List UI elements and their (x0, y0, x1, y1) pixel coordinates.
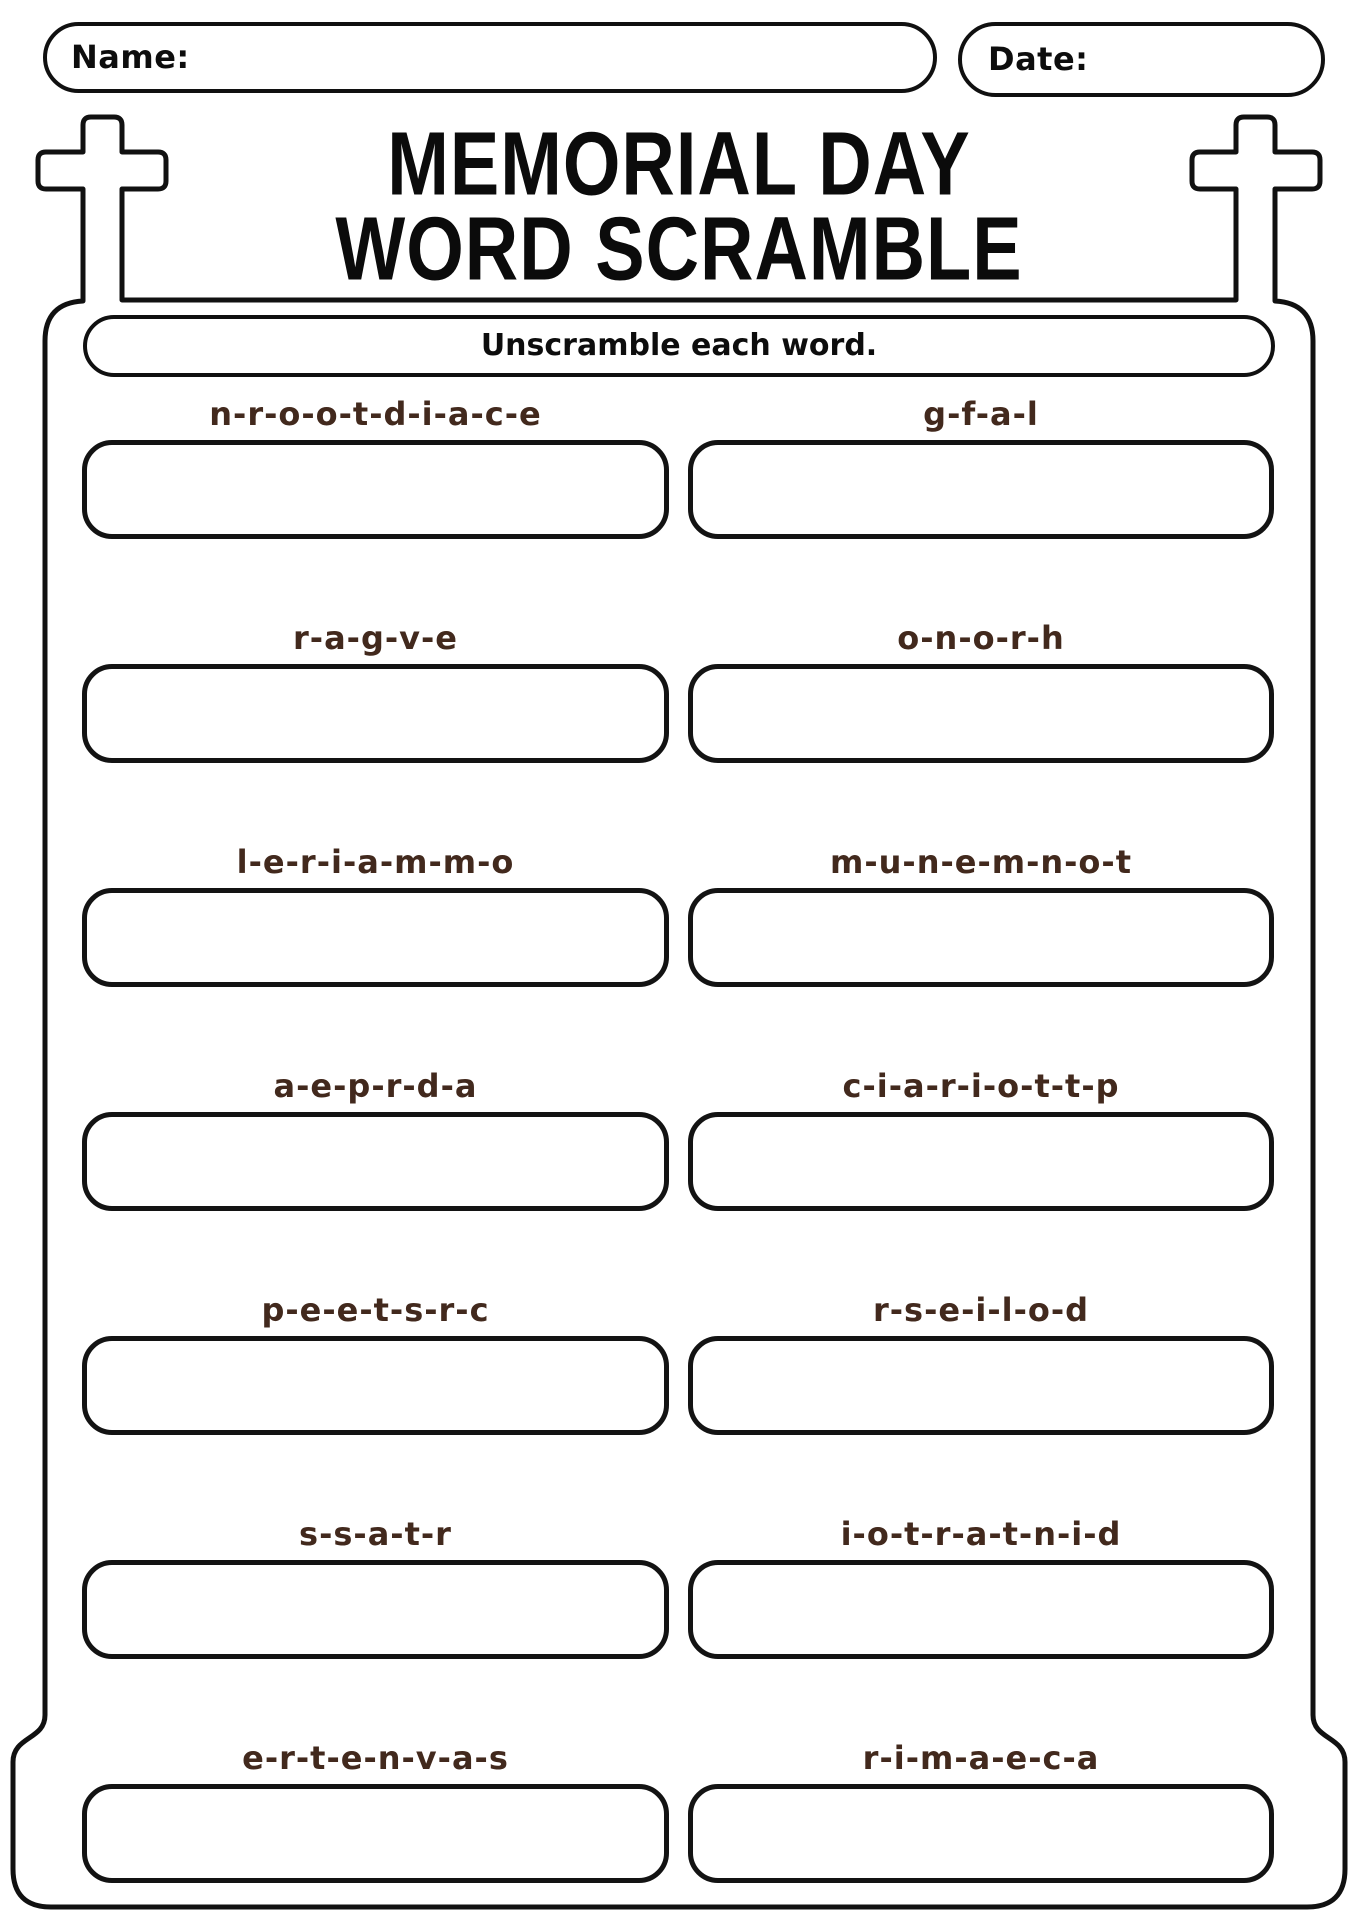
scrambled-word-label: s-s-a-t-r (299, 1515, 452, 1553)
scrambled-word-label: r-a-g-v-e (293, 619, 458, 657)
scrambled-word-label: e-r-t-e-n-v-a-s (242, 1739, 509, 1777)
answer-box[interactable] (82, 1784, 669, 1883)
answer-box[interactable] (82, 664, 669, 763)
scrambled-word-label: r-s-e-i-l-o-d (872, 1291, 1090, 1329)
answer-box[interactable] (688, 1336, 1274, 1435)
answer-box[interactable] (688, 1784, 1274, 1883)
scrambled-word-label: m-u-n-e-m-n-o-t (830, 843, 1132, 881)
answer-box[interactable] (82, 888, 669, 987)
scrambled-word-label: r-i-m-a-e-c-a (862, 1739, 1100, 1777)
instructions-banner: Unscramble each word. (83, 315, 1275, 377)
scrambled-word-label: p-e-e-t-s-r-c (261, 1291, 490, 1329)
scrambled-word-label: g-f-a-l (923, 395, 1039, 433)
answer-box[interactable] (82, 1112, 669, 1211)
scrambled-word-label: a-e-p-r-d-a (273, 1067, 478, 1105)
scrambled-word-label: n-r-o-o-t-d-i-a-c-e (209, 395, 542, 433)
answer-box[interactable] (688, 1560, 1274, 1659)
scrambled-word-label: o-n-o-r-h (897, 619, 1065, 657)
answer-box[interactable] (688, 1112, 1274, 1211)
date-field[interactable] (958, 22, 1325, 97)
page-title-line-1: MEMORIAL DAY (387, 112, 971, 215)
date-label: Date: (988, 40, 1089, 78)
answer-box[interactable] (82, 440, 669, 539)
name-field[interactable] (43, 22, 937, 93)
answer-box[interactable] (82, 1560, 669, 1659)
answer-box[interactable] (82, 1336, 669, 1435)
answer-box[interactable] (688, 888, 1274, 987)
page-title-line-2: WORD SCRAMBLE (335, 197, 1023, 300)
scrambled-word-label: c-i-a-r-i-o-t-t-p (842, 1067, 1120, 1105)
scrambled-word-label: i-o-t-r-a-t-n-i-d (840, 1515, 1122, 1553)
answer-box[interactable] (688, 440, 1274, 539)
name-label: Name: (71, 38, 190, 76)
scrambled-word-label: l-e-r-i-a-m-m-o (236, 843, 515, 881)
answer-box[interactable] (688, 664, 1274, 763)
